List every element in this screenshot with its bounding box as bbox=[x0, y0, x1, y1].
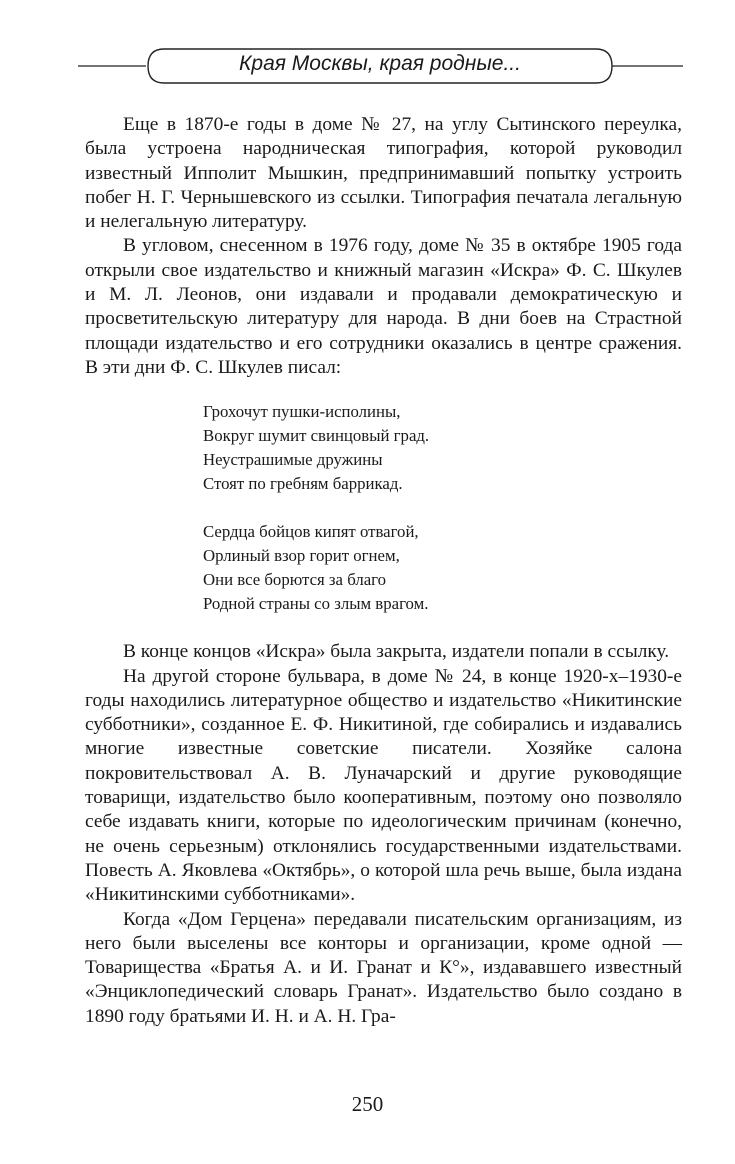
poem-line: Неустрашимые дружины bbox=[203, 450, 383, 470]
poem-stanza bbox=[203, 400, 682, 496]
poem bbox=[203, 400, 682, 616]
page-number: 250 bbox=[351, 1092, 384, 1116]
poem-line: Вокруг шумит свинцовый град. bbox=[203, 426, 430, 446]
poem-line: Грохочут пушки-исполины, bbox=[203, 402, 401, 422]
paragraph: В угловом, снесенном в 1976 году, доме № 35 в октябре 1905 года открыли свое издательство и книжный магазин «Искра» Ф. С. Шкулев и М. Л. Леонов, они издавали и продавали демократическую и просветительскую литературу для народа. В дни боев на Страстной площади издательство и его сотрудники оказались в центре сражения. В эти дни Ф. С. Шкулев писал: bbox=[85, 235, 682, 378]
poem-line: Стоят по гребням баррикад. bbox=[203, 474, 403, 494]
paragraph: Еще в 1870-е годы в доме № 27, на углу Сытинского переулка, была устроена народническая типография, которой руководил известный Ипполит Мышкин, предпринимавший попытку устроить побег Н. Г. Чернышевского из ссылки. Типография печатала легальную и нелегальную литературу. bbox=[85, 114, 682, 233]
running-header bbox=[0, 46, 735, 86]
header-title: Края Москвы, края родные... bbox=[239, 52, 521, 75]
poem-line: Родной страны со злым врагом. bbox=[203, 594, 429, 614]
paragraph: Когда «Дом Герцена» передавали писательским организациям, из него были выселены все конторы и организации, кроме одной — Товарищества «Братья А. и И. Гранат и К°», издававшего известный «Энциклопедический словарь Гранат». Издательство было создано в 1890 году братьями И. Н. и А. Н. Гра- bbox=[85, 908, 682, 1027]
poem-line: Они все борются за благо bbox=[203, 570, 387, 590]
paragraph: На другой стороне бульвара, в доме № 24, в конце 1920-х–1930-е годы находились литературное общество и издательство «Никитинские субботники», созданное Е. Ф. Никитиной, где собирались и издавались многие известные советские писатели. Хозяйке салона покровительствовал А. В. Луначарский и другие руководящие товарищи, издательство было кооперативным, поэтому оно позволяло себе издавать книги, которые по идеологическим причинам (конечно, не очень серьезным) отклонялись государственными издательствами. Повесть А. Яковлева «Октябрь», о которой шла речь выше, была издана «Никитинскими субботниками». bbox=[85, 665, 682, 906]
main-text bbox=[85, 113, 682, 1029]
paragraph: В конце концов «Искра» была закрыта, издатели попали в ссылку. bbox=[123, 641, 670, 663]
poem-stanza bbox=[203, 520, 682, 616]
poem-line: Орлиный взор горит огнем, bbox=[203, 546, 400, 566]
poem-line: Сердца бойцов кипят отвагой, bbox=[203, 522, 419, 542]
